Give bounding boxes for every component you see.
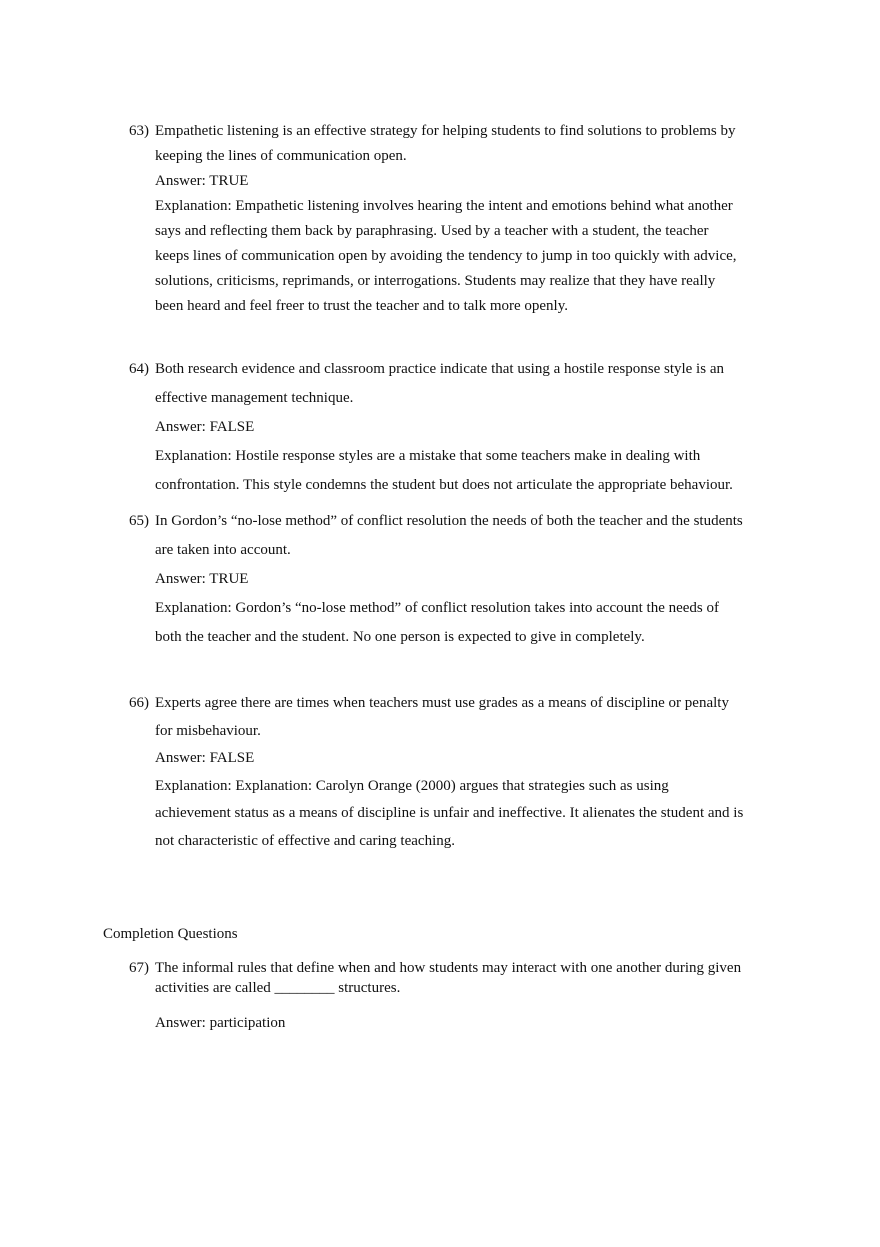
explanation-line: not characteristic of effective and caring teaching.: [155, 832, 455, 849]
question-63: [129, 119, 789, 319]
explanation-line: been heard and feel freer to trust the teacher and to talk more openly.: [155, 298, 569, 314]
question-text-line: Both research evidence and classroom practice indicate that using a hostile response style is an: [155, 361, 724, 377]
explanation-line: Explanation: Gordon’s “no-lose method” of conflict resolution takes into account the needs of: [155, 600, 720, 616]
answer: Answer: FALSE: [155, 750, 255, 766]
question-text-line: The informal rules that define when and how students may interact with one another during given: [155, 960, 742, 976]
answer: Answer: TRUE: [155, 173, 249, 189]
question-67: [129, 959, 789, 1034]
answer: Answer: TRUE: [155, 571, 249, 587]
question-number: 64): [129, 361, 149, 377]
question-text-line: Experts agree there are times when teachers must use grades as a means of discipline or penalty: [155, 695, 729, 711]
section-title: Completion Questions: [103, 926, 238, 942]
question-text-line: activities are called ________ structures.: [155, 979, 401, 996]
explanation-line: achievement status as a means of discipline is unfair and ineffective. It alienates the student and is: [155, 805, 744, 821]
question-number: 66): [129, 695, 149, 711]
question-65: [129, 507, 789, 652]
explanation-line: confrontation. This style condemns the student but does not articulate the appropriate behaviour.: [155, 477, 733, 493]
question-text-line: effective management technique.: [155, 390, 354, 406]
question-64: [129, 355, 789, 500]
question-text-line: are taken into account.: [155, 542, 291, 558]
question-number: 67): [129, 960, 149, 976]
question-text-line: In Gordon’s “no-lose method” of conflict resolution the needs of both the teacher and the students: [155, 513, 743, 529]
explanation-line: Explanation: Hostile response styles are a mistake that some teachers make in dealing with: [155, 448, 701, 464]
explanation-line: solutions, criticisms, reprimands, or interrogations. Students may realize that they have really: [155, 273, 716, 289]
question-text-line: keeping the lines of communication open.: [155, 148, 407, 164]
question-number: 63): [129, 123, 149, 139]
question-number: 65): [129, 513, 149, 529]
question-text-line: Empathetic listening is an effective strategy for helping students to find solutions to problems by: [155, 123, 736, 139]
answer: Answer: FALSE: [155, 419, 255, 435]
explanation-line: says and reflecting them back by paraphrasing. Used by a teacher with a student, the teacher: [155, 223, 709, 239]
explanation-line: Explanation: Empathetic listening involves hearing the intent and emotions behind what another: [155, 198, 733, 214]
question-text-line: for misbehaviour.: [155, 722, 261, 739]
answer: Answer: participation: [155, 1015, 286, 1031]
explanation-line: Explanation: Explanation: Carolyn Orange (2000) argues that strategies such as using: [155, 777, 669, 794]
explanation-line: both the teacher and the student. No one person is expected to give in completely.: [155, 629, 645, 645]
explanation-line: keeps lines of communication open by avoiding the tendency to jump in too quickly with advice,: [155, 248, 737, 264]
question-66: [129, 690, 789, 855]
